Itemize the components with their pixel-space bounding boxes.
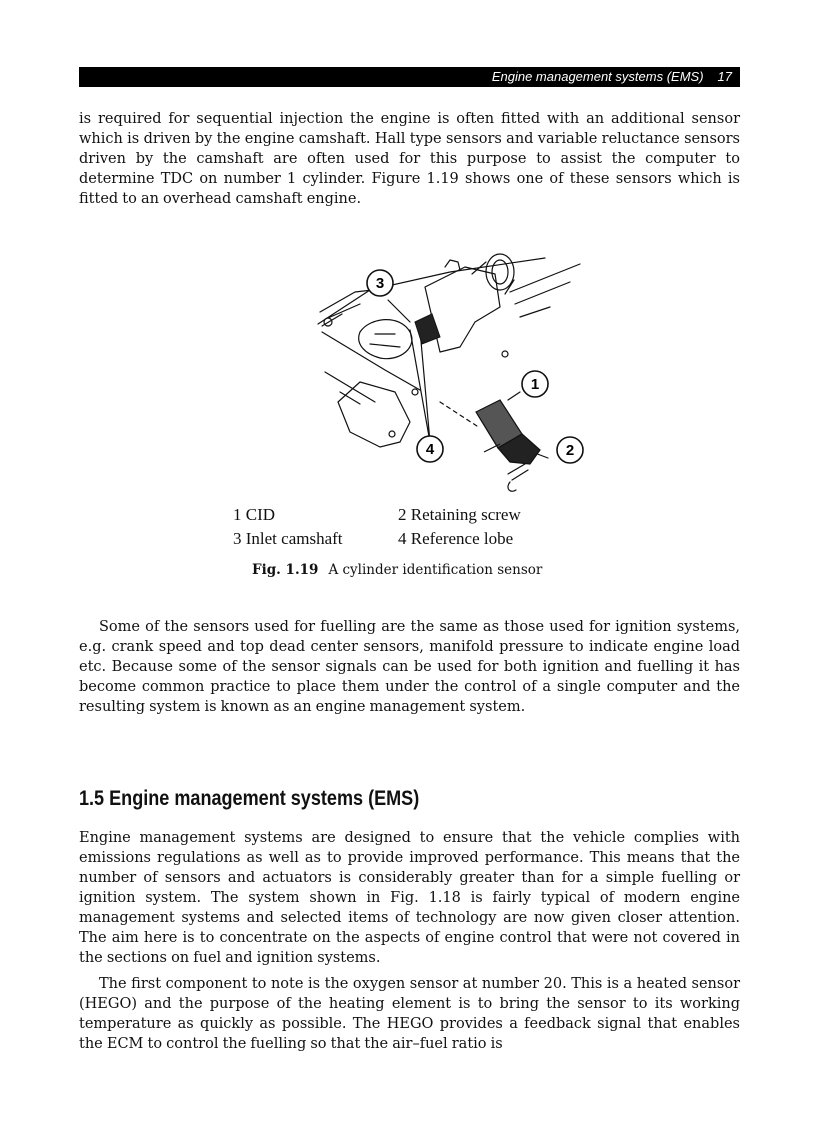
legend-item-4: 4 Reference lobe	[398, 529, 514, 548]
legend-item-2: 2 Retaining screw	[398, 505, 521, 524]
callout-4-label: 4	[425, 441, 435, 458]
paragraph-ems-intro: Engine management systems are designed to ensure that the vehicle complies with emissions regulations as well as to provide improved performance. This means that the number of sensors and actuators is considerably greater than for a simple fuelling or ignition system. The system shown in Fig. 1.18 is fairly typical of modern engine management systems and selected items of technology are now given closer attention. The aim here is to concentrate on the aspects of engine control that were not covered in the sections on fuel and ignition systems.	[79, 830, 740, 966]
page-number: 17	[717, 69, 732, 84]
engine-drawing	[300, 252, 600, 500]
figure-caption-text: A cylinder identification sensor	[328, 562, 543, 578]
callout-1-label: 1	[530, 376, 540, 393]
legend-item-3: 3 Inlet camshaft	[233, 529, 343, 548]
figure-caption	[252, 562, 542, 578]
sensor-illustration	[300, 252, 600, 500]
running-header	[79, 67, 740, 87]
paragraph-intro: is required for sequential injection the engine is often fitted with an additional sensor which is driven by the engine camshaft. Hall type sensors and variable reluctance sensors driven by the camshaft are often used for this purpose to assist the computer to determine TDC on number 1 cylinder. Figure 1.19 shows one of these sensors which is fitted to an overhead camshaft engine.	[79, 111, 740, 207]
paragraph-sensors: Some of the sensors used for fuelling are the same as those used for ignition systems, e.g. crank speed and top dead center sensors, manifold pressure to indicate engine load etc. Because some of the sensor signals can be used for both ignition and fuelling it has become common practice to place them under the control of a single computer and the resulting system is known as an engine management system.	[79, 619, 740, 715]
running-title: Engine management systems (EMS)	[491, 69, 704, 84]
callout-3-label: 3	[375, 275, 385, 292]
paragraph-oxygen-sensor: The first component to note is the oxygen sensor at number 20. This is a heated sensor (HEGO) and the purpose of the heating element is to bring the sensor to its working temperature as quickly as possible. The HEGO provides a feedback signal that enables the ECM to control the fuelling so that the air–fuel ratio is	[79, 976, 740, 1052]
figure-label: Fig. 1.19	[252, 562, 319, 578]
legend-item-1: 1 CID	[233, 505, 276, 524]
callout-2-label: 2	[565, 442, 575, 459]
section-heading: 1.5 Engine management systems (EMS)	[79, 787, 420, 810]
